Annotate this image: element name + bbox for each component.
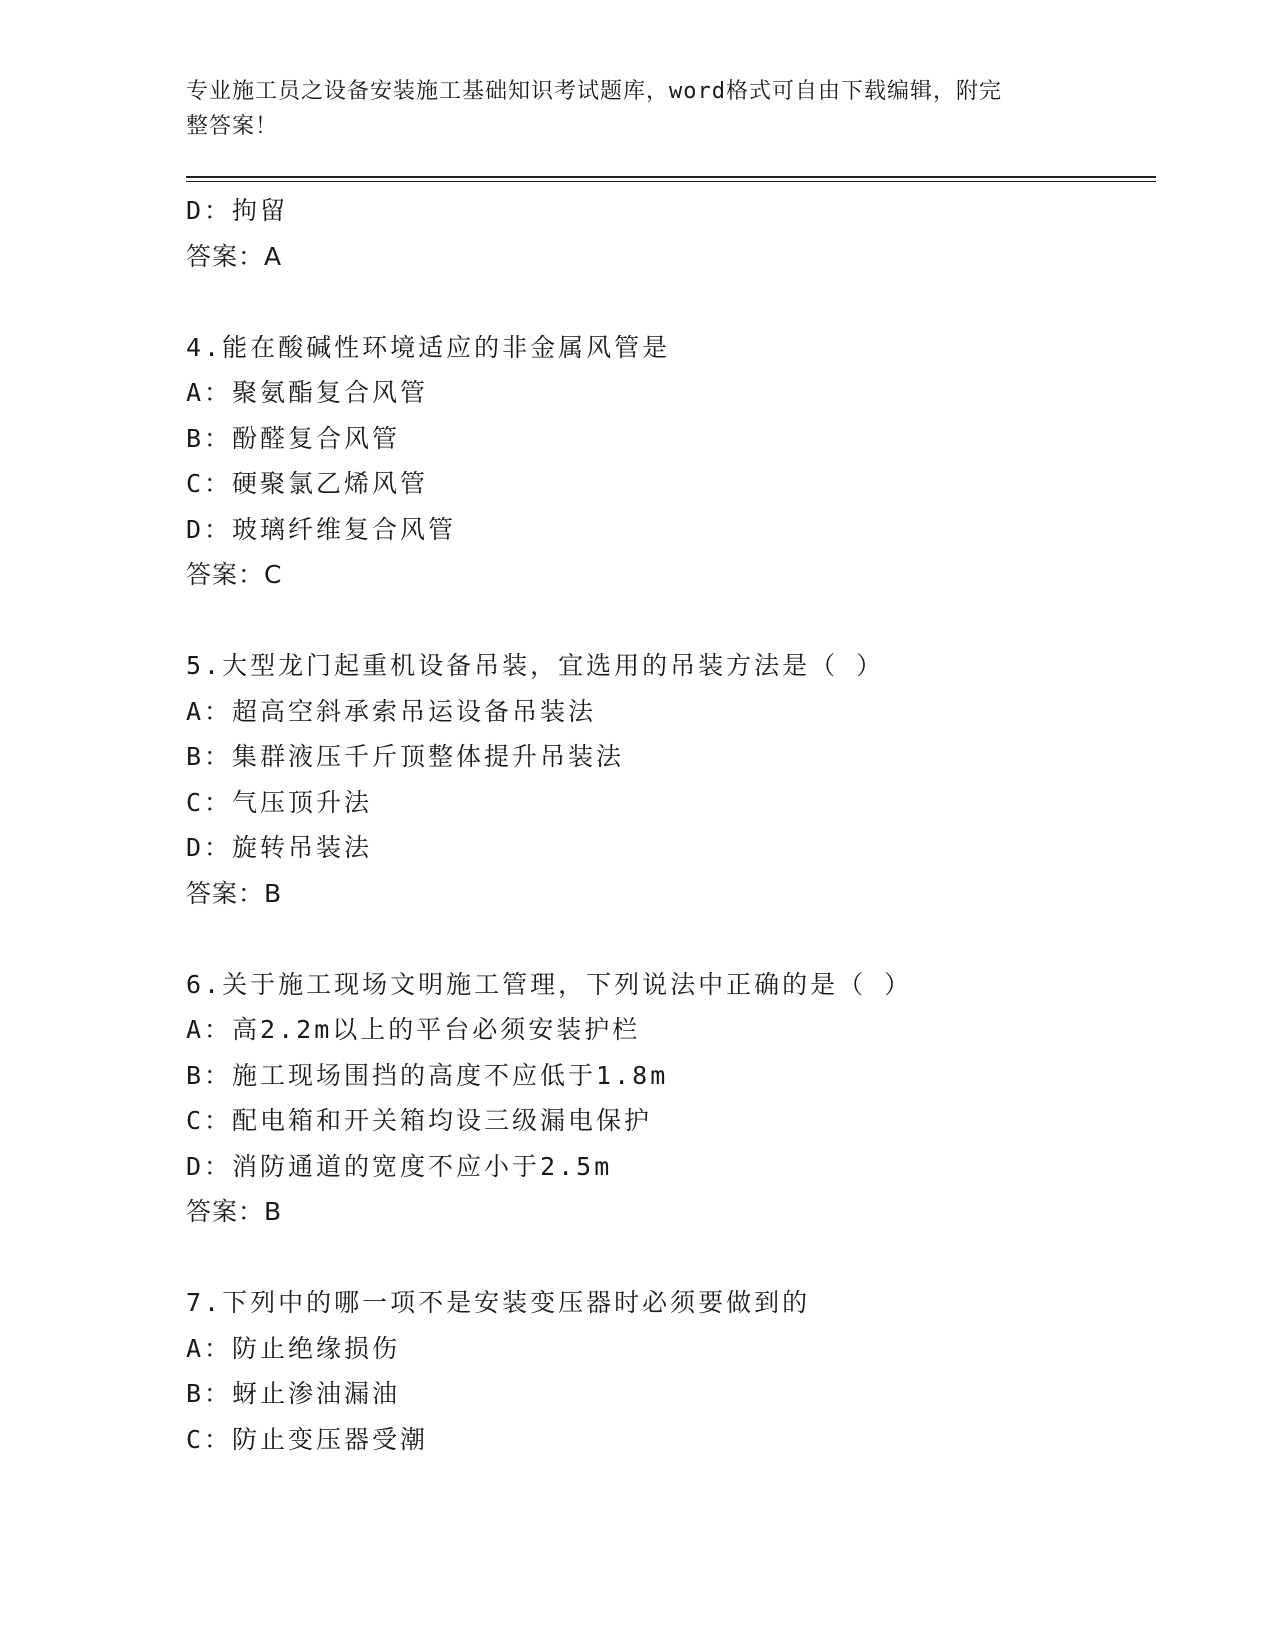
header-divider-thick xyxy=(186,176,1156,178)
option-c: C：气压顶升法 xyxy=(186,787,373,817)
answer-line: 答案：B xyxy=(186,1197,283,1226)
spacer xyxy=(186,1235,1156,1281)
option-d: D：玻璃纤维复合风管 xyxy=(186,514,457,544)
question-7 xyxy=(186,1280,1156,1462)
document-header xyxy=(186,74,1066,144)
option-a: A：超高空斜承索吊运设备吊装法 xyxy=(186,696,597,726)
answer-line: 答案：C xyxy=(186,560,283,589)
option-c: C：防止变压器受潮 xyxy=(186,1424,429,1454)
option-d: D：拘留 xyxy=(186,196,289,225)
option-b: B：施工现场围挡的高度不应低于1.8m xyxy=(186,1060,669,1090)
option-d: D：消防通道的宽度不应小于2.5m xyxy=(186,1151,613,1181)
option-c: C：配电箱和开关箱均设三级漏电保护 xyxy=(186,1106,653,1135)
question-stem: 6.关于施工现场文明施工管理，下列说法中正确的是（ ） xyxy=(186,969,913,999)
question-stem: 5.大型龙门起重机设备吊装，宜选用的吊装方法是（ ） xyxy=(186,651,885,680)
question-3-tail xyxy=(186,188,1156,279)
question-list xyxy=(186,188,1156,1462)
option-b: B：酚醛复合风管 xyxy=(186,423,401,453)
option-a: A：防止绝缘损伤 xyxy=(186,1333,401,1363)
header-title-line-2: 整答案！ xyxy=(186,114,279,139)
option-c: C：硬聚氯乙烯风管 xyxy=(186,469,429,498)
question-6 xyxy=(186,962,1156,1235)
question-5 xyxy=(186,643,1156,916)
spacer xyxy=(186,279,1156,325)
option-d: D：旋转吊装法 xyxy=(186,833,373,862)
question-4 xyxy=(186,325,1156,598)
option-b: B：集群液压千斤顶整体提升吊装法 xyxy=(186,742,625,771)
answer-line: 答案：B xyxy=(186,878,283,908)
question-stem: 4.能在酸碱性环境适应的非金属风管是 xyxy=(186,332,671,362)
spacer xyxy=(186,598,1156,644)
spacer xyxy=(186,916,1156,962)
header-divider-thin xyxy=(186,181,1156,182)
answer-line: 答案：A xyxy=(186,241,283,271)
option-b: B：蚜止渗油漏油 xyxy=(186,1379,401,1408)
header-title-line-1: 专业施工员之设备安装施工基础知识考试题库，word格式可自由下载编辑，附完 xyxy=(186,79,1002,104)
option-a: A：聚氨酯复合风管 xyxy=(186,378,429,407)
option-a: A：高2.2m以上的平台必须安装护栏 xyxy=(186,1015,641,1044)
question-stem: 7.下列中的哪一项不是安装变压器时必须要做到的 xyxy=(186,1288,811,1317)
